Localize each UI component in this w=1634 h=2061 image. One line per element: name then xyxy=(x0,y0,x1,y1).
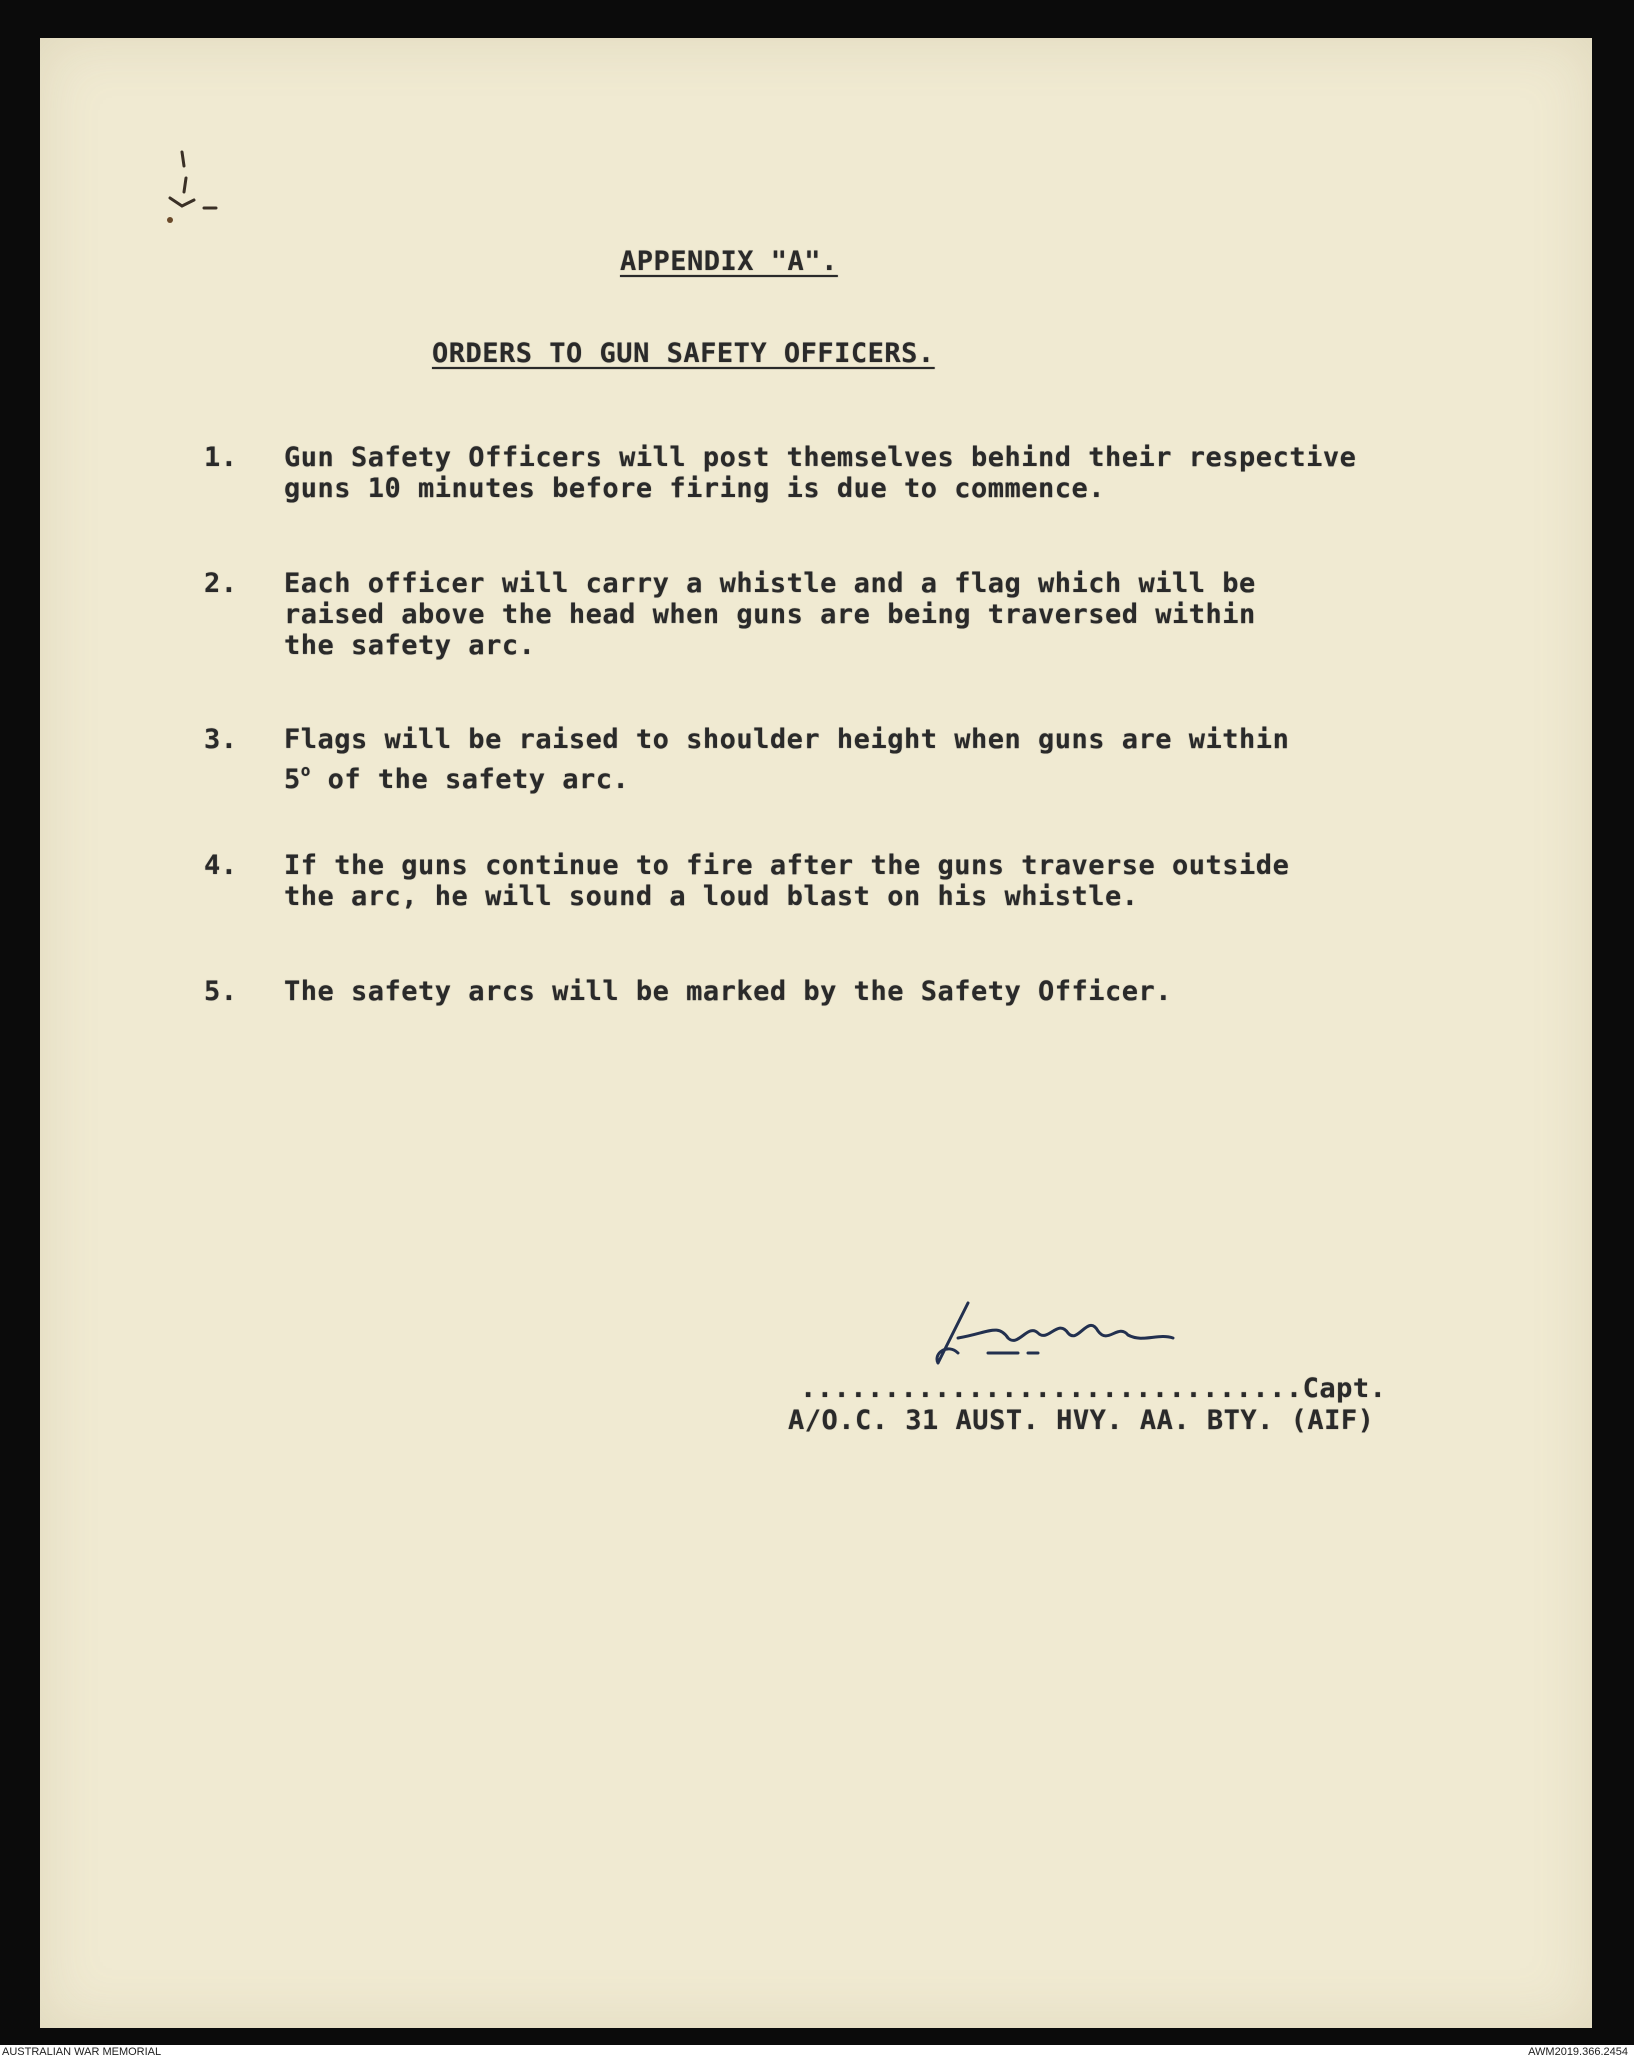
item-number: 3. xyxy=(204,724,238,755)
page-title: APPENDIX "A". xyxy=(620,246,838,277)
footer-accession-number: AWM2019.366.2454 xyxy=(1528,2046,1628,2058)
item-line: Each officer will carry a whistle and a flag which will be xyxy=(284,568,1256,599)
signature-unit-line: A/O.C. 31 AUST. HVY. AA. BTY. (AIF) xyxy=(788,1405,1375,1436)
item-number: 4. xyxy=(204,850,238,881)
item-number: 5. xyxy=(204,976,238,1007)
item-line: Gun Safety Officers will post themselves behind their respective xyxy=(284,442,1357,473)
item-number: 2. xyxy=(204,568,238,599)
item-line: raised above the head when guns are being traversed within xyxy=(284,599,1256,630)
item-text xyxy=(284,724,1289,795)
item-text xyxy=(284,568,1256,661)
handwritten-signature xyxy=(928,1283,1228,1373)
item-text xyxy=(284,850,1289,912)
page-subtitle: ORDERS TO GUN SAFETY OFFICERS. xyxy=(432,338,935,369)
item-line: Flags will be raised to shoulder height when guns are within xyxy=(284,724,1290,755)
degree-value: 5 xyxy=(284,764,301,795)
degree-symbol: o xyxy=(300,761,311,780)
item-number: 1. xyxy=(204,442,238,473)
item-line-rest: of the safety arc. xyxy=(310,764,630,795)
footer-credit: AUSTRALIAN WAR MEMORIAL xyxy=(2,2046,162,2058)
item-text xyxy=(284,442,1356,504)
punch-hole-marks xyxy=(160,148,240,228)
item-line xyxy=(284,755,1289,795)
item-line: guns 10 minutes before firing is due to commence. xyxy=(284,473,1106,504)
item-line: If the guns continue to fire after the guns traverse outside xyxy=(284,850,1290,881)
item-line: the safety arc. xyxy=(284,630,536,661)
item-line: The safety arcs will be marked by the Safety Officer. xyxy=(284,976,1173,1007)
item-text xyxy=(284,976,1172,1007)
item-line: the arc, he will sound a loud blast on his whistle. xyxy=(284,881,1139,912)
document-page xyxy=(40,38,1592,2028)
signature-rank-line: ..............................Capt. xyxy=(800,1373,1387,1404)
